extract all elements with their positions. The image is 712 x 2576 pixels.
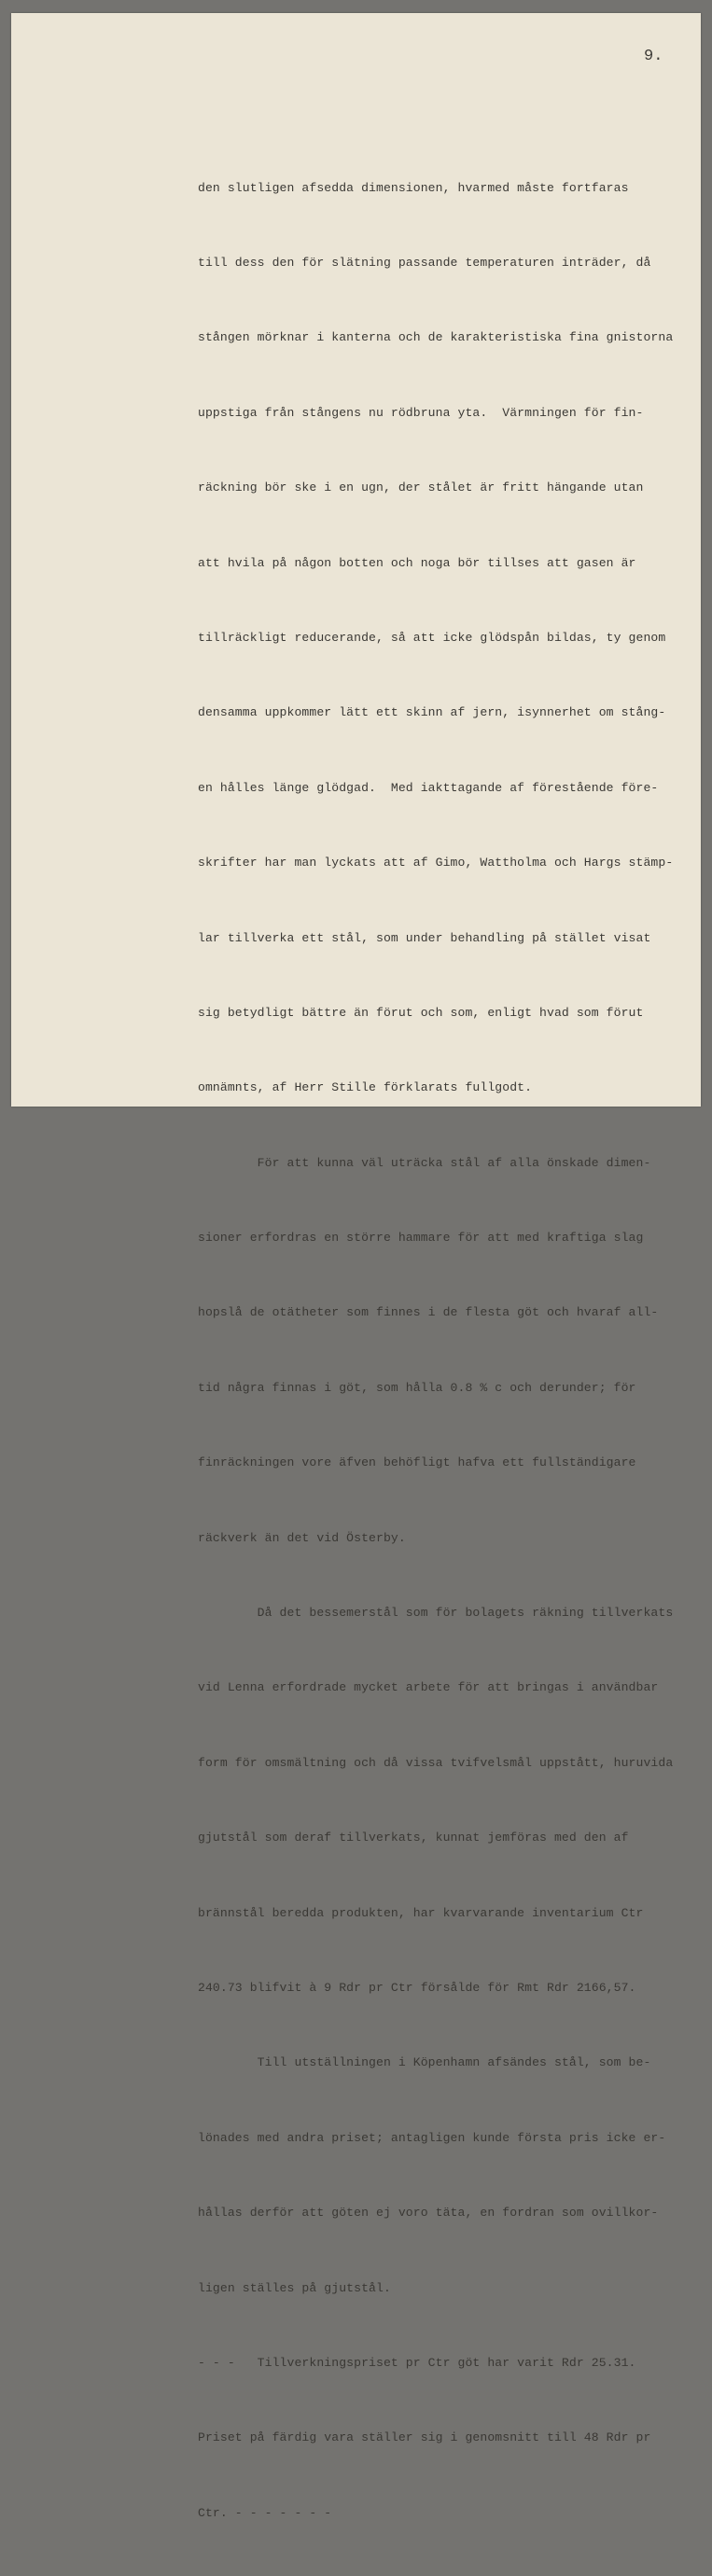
text-line: den slutligen afsedda dimensionen, hvarmed måste fortfaras	[198, 180, 629, 195]
text-line: skrifter har man lyckats att af Gimo, Wattholma och Hargs stämp-	[198, 856, 674, 870]
text-line: finräckningen vore äfven behöfligt hafva ett fullständigare	[198, 1455, 636, 1470]
text-line: att hvila på någon botten och noga bör tillses att gasen är	[198, 555, 636, 570]
text-line: lönades med andra priset; antagligen kunde första pris icke er-	[198, 2130, 666, 2145]
text-line: Till utställningen i Köpenhamn afsändes stål, som be-	[198, 2055, 651, 2070]
text-line: - - - Tillverkningspriset pr Ctr göt har varit Rdr 25.31.	[198, 2355, 636, 2370]
text-line: räckning bör ske i en ugn, der stålet är fritt hängande utan	[198, 480, 644, 495]
text-line: en hålles länge glödgad. Med iakttagande af förestående före-	[198, 780, 659, 795]
text-line: gjutstål som deraf tillverkats, kunnat jemföras med den af	[198, 1831, 629, 1845]
text-line: räckverk än det vid Österby.	[198, 1530, 406, 1545]
body-text	[198, 126, 706, 2576]
text-line: 240.73 blifvit à 9 Rdr pr Ctr försålde för Rmt Rdr 2166,57.	[198, 1980, 636, 1995]
text-line: form för omsmältning och då vissa tvifvelsmål uppstått, huruvida	[198, 1755, 674, 1770]
text-line: hållas derför att göten ej voro täta, en fordran som ovillkor-	[198, 2206, 659, 2221]
document-page	[11, 13, 701, 2520]
text-line: hopslå de otätheter som finnes i de flesta göt och hvaraf all-	[198, 1305, 659, 1320]
text-line: tillräckligt reducerande, så att icke glödspån bildas, ty genom	[198, 630, 666, 645]
text-line: Ctr. - - - - - - -	[198, 2505, 332, 2520]
text-line: Priset på färdig vara ställer sig i genomsnitt till 48 Rdr pr	[198, 2430, 651, 2445]
text-line: sioner erfordras en större hammare för att med kraftiga slag	[198, 1231, 644, 1246]
text-line: tid några finnas i göt, som hålla 0.8 % c och derunder; för	[198, 1380, 636, 1395]
text-line: Då det bessemerstål som för bolagets räkning tillverkats	[198, 1606, 674, 1621]
text-line: För att kunna väl uträcka stål af alla önskade dimen-	[198, 1155, 651, 1170]
text-line: till dess den för slätning passande temperaturen inträder, då	[198, 255, 651, 270]
text-line: lar tillverka ett stål, som under behandling på stället visat	[198, 930, 651, 945]
text-line: brännstål beredda produkten, har kvarvarande inventarium Ctr	[198, 1905, 644, 1920]
text-line: sig betydligt bättre än förut och som, enligt hvad som förut	[198, 1005, 644, 1020]
text-line: densamma uppkommer lätt ett skinn af jern, isynnerhet om stång-	[198, 705, 666, 720]
text-line: uppstiga från stångens nu rödbruna yta. Värmningen för fin-	[198, 405, 644, 420]
text-line: stången mörknar i kanterna och de karakteristiska fina gnistorna	[198, 330, 674, 345]
page-number: 9.	[644, 48, 663, 65]
text-line: vid Lenna erfordrade mycket arbete för att bringas i användbar	[198, 1680, 659, 1695]
text-line: ligen ställes på gjutstål.	[198, 2280, 391, 2295]
text-line: omnämnts, af Herr Stille förklarats fullgodt.	[198, 1080, 533, 1095]
